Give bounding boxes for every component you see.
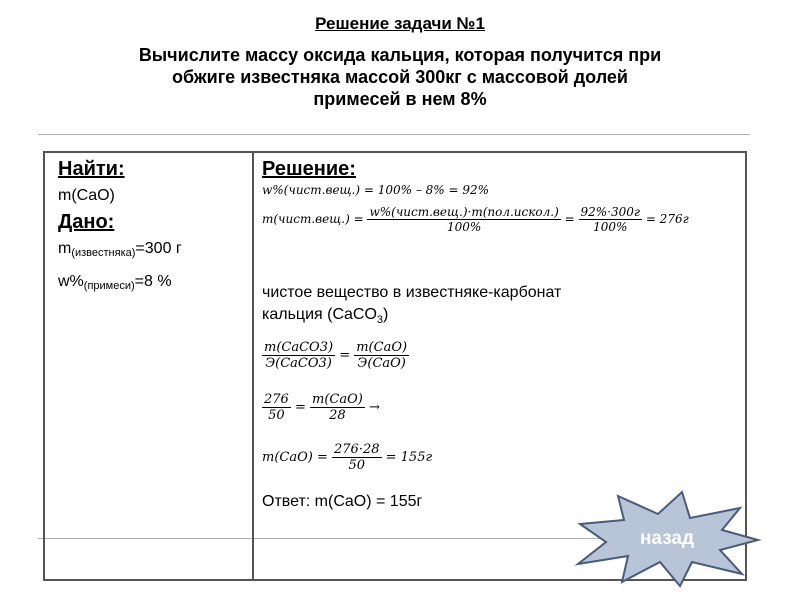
eq2-f2-numerator: 92%·300г — [580, 205, 640, 219]
solution-heading: Решение: — [262, 158, 356, 180]
eq2-fraction-1 — [367, 205, 560, 234]
eq4-fraction-2 — [310, 392, 365, 423]
given-mass-subscript: (известняка) — [71, 247, 136, 259]
eq3-f2-numerator: m(CaO) — [356, 340, 408, 355]
note-line-2: кальция (CaCO$_3$) — [262, 306, 389, 327]
given-mass-symbol: m — [58, 240, 72, 257]
eq4-f2-numerator: m(CaO) — [312, 392, 363, 407]
eq5-lhs: m(CaO) = — [262, 450, 328, 465]
eq3-f1-denominator: Э(CaCO3) — [265, 356, 332, 371]
task-line: Вычислите массу оксида кальция, которая получится при — [138, 45, 662, 65]
eq4-f1-denominator: 50 — [268, 408, 285, 423]
equation-result — [262, 442, 432, 473]
equation-pure-mass: m(чист.вещ.) = $\frac{\text{w\%(чист.вещ.)·m(пол.искол.)}}{100\%}$ = $\frac{92\%\cdot 300г}{100\%}$ = 276г — [262, 205, 689, 234]
eq5-numerator: 276·28 — [334, 442, 380, 457]
find-heading: Найти: — [58, 158, 125, 180]
given-mass-value: =300 г — [135, 240, 182, 257]
column-divider — [252, 151, 254, 581]
equation-substituted: $\frac{276}{50}$ = $\frac{\text{m(CaO)}}{28}$ → — [264, 392, 380, 423]
note-line-1: чистое вещество в известняке-карбонат — [262, 284, 562, 301]
eq2-f2-denominator: 100% — [593, 220, 628, 234]
eq5-denominator: 50 — [348, 458, 366, 473]
eq5-fraction — [332, 442, 382, 473]
eq3-f2-denominator: Э(CaO) — [357, 356, 406, 371]
eq5-result: = 155г — [385, 450, 433, 465]
given-impurity — [58, 273, 248, 292]
task-statement — [40, 44, 760, 110]
find-value: m(CaO) — [58, 187, 115, 204]
eq4-f1-numerator: 276 — [264, 392, 289, 407]
given-impurity-value: =8 % — [134, 273, 172, 290]
task-line: примесей в нем 8% — [313, 89, 487, 109]
note-carbonate — [262, 282, 702, 331]
eq2-result: = 276г — [645, 212, 689, 226]
given-impurity-symbol: w% — [58, 273, 84, 290]
task-line: обжиге известняка массой 300кг с массовой долей — [171, 67, 628, 87]
answer-text: Ответ: m(CaO) = 155г — [262, 493, 423, 510]
eq3-fraction-2 — [354, 340, 409, 371]
given-impurity-subscript: (примеси) — [83, 280, 135, 292]
eq4-f2-denominator: 28 — [329, 408, 346, 423]
equation-purity: w%(чист.вещ.) = 100% – 8% = 92% — [262, 183, 490, 197]
back-button[interactable] — [572, 490, 762, 588]
eq2-lhs: m(чист.вещ.) = — [262, 212, 364, 226]
eq4-fraction-1 — [262, 392, 291, 423]
top-divider — [38, 134, 750, 135]
arrow-icon: → — [368, 400, 380, 415]
page-title: Решение задачи №1 — [315, 14, 485, 33]
eq3-f1-numerator: m(CaCO3) — [264, 340, 334, 355]
given-column — [58, 158, 248, 292]
equation-equivalents: $\frac{\text{m(CaCO3)}}{\text{Э(CaCO3)}}$ = $\frac{\text{m(CaO)}}{\text{Э(CaO)}}$ — [264, 340, 408, 371]
eq2-f1-numerator: w%(чист.вещ.)·m(пол.искол.) — [369, 205, 559, 219]
eq3-fraction-1 — [262, 340, 335, 371]
back-button-label: назад — [639, 528, 695, 549]
given-heading: Дано: — [58, 211, 115, 233]
eq2-f1-denominator: 100% — [446, 220, 482, 234]
eq2-fraction-2 — [579, 205, 642, 234]
given-mass — [58, 240, 248, 259]
